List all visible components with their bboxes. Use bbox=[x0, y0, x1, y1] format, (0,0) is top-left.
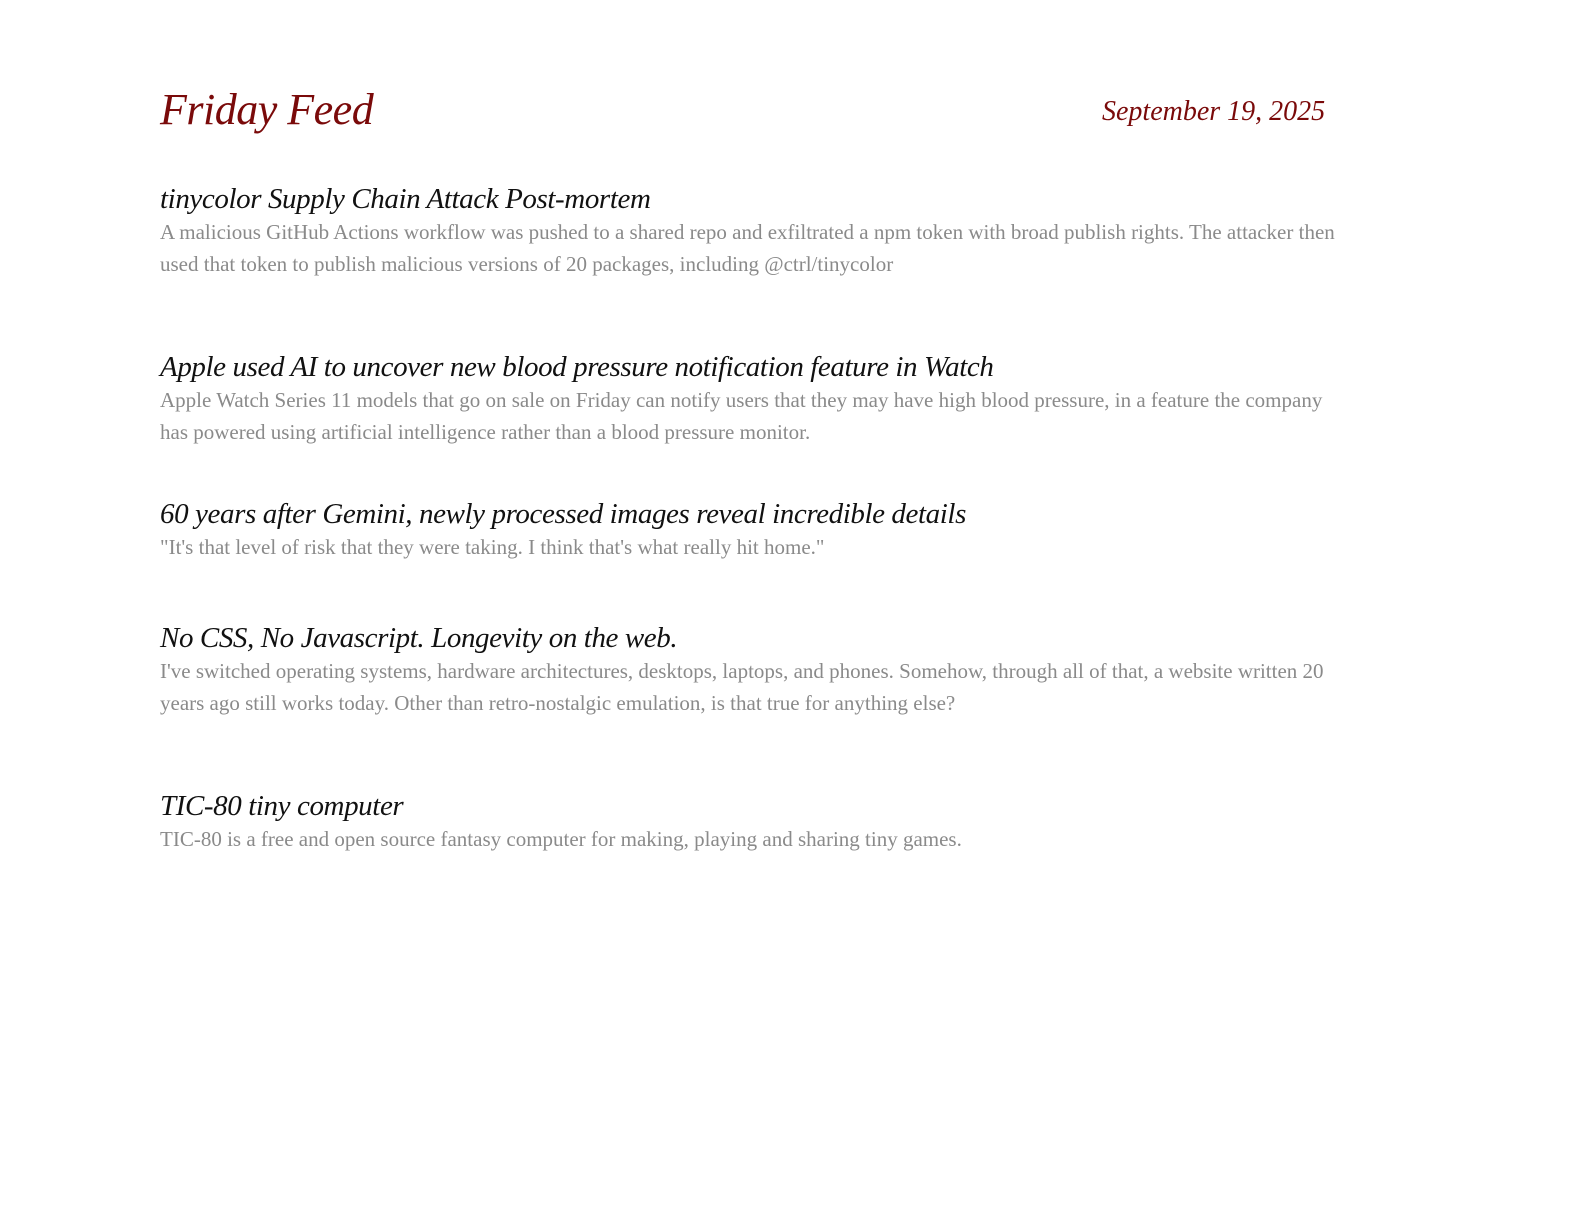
feed-item bbox=[160, 182, 1350, 280]
page-title: Friday Feed bbox=[160, 85, 374, 134]
feed-item-title-link[interactable]: tinycolor Supply Chain Attack Post-mortem bbox=[160, 183, 651, 215]
feed-item-description: I've switched operating systems, hardware architectures, desktops, laptops, and phones. Somehow, through all of that, a website written 20 years ago still works today. Other than retro-nostalgic emulation, is that true for anything else? bbox=[160, 659, 1324, 715]
feed-item-title-link[interactable]: 60 years after Gemini, newly processed images reveal incredible details bbox=[160, 498, 966, 530]
feed-item bbox=[160, 789, 1350, 855]
page-date: September 19, 2025 bbox=[1102, 96, 1326, 127]
feed-item-title-link[interactable]: TIC-80 tiny computer bbox=[160, 790, 404, 822]
feed-item-description: A malicious GitHub Actions workflow was pushed to a shared repo and exfiltrated a npm token with broad publish rights. The attacker then used that token to publish malicious versions of 20 packages, including @ctrl/tinycolor bbox=[160, 220, 1335, 276]
feed-item-title-link[interactable]: No CSS, No Javascript. Longevity on the web. bbox=[160, 622, 678, 654]
feed-item-title-link[interactable]: Apple used AI to uncover new blood pressure notification feature in Watch bbox=[160, 351, 994, 383]
feed-item bbox=[160, 621, 1350, 719]
feed-page bbox=[160, 80, 1350, 851]
feed-item-description: "It's that level of risk that they were taking. I think that's what really hit home." bbox=[160, 535, 825, 559]
feed-item-description: TIC-80 is a free and open source fantasy computer for making, playing and sharing tiny games. bbox=[160, 827, 962, 851]
feed-item bbox=[160, 350, 1350, 448]
page-header bbox=[160, 80, 1350, 150]
feed-item-description: Apple Watch Series 11 models that go on sale on Friday can notify users that they may have high blood pressure, in a feature the company has powered using artificial intelligence rather than a blood pressure monitor. bbox=[160, 388, 1323, 444]
feed-item bbox=[160, 497, 1350, 563]
